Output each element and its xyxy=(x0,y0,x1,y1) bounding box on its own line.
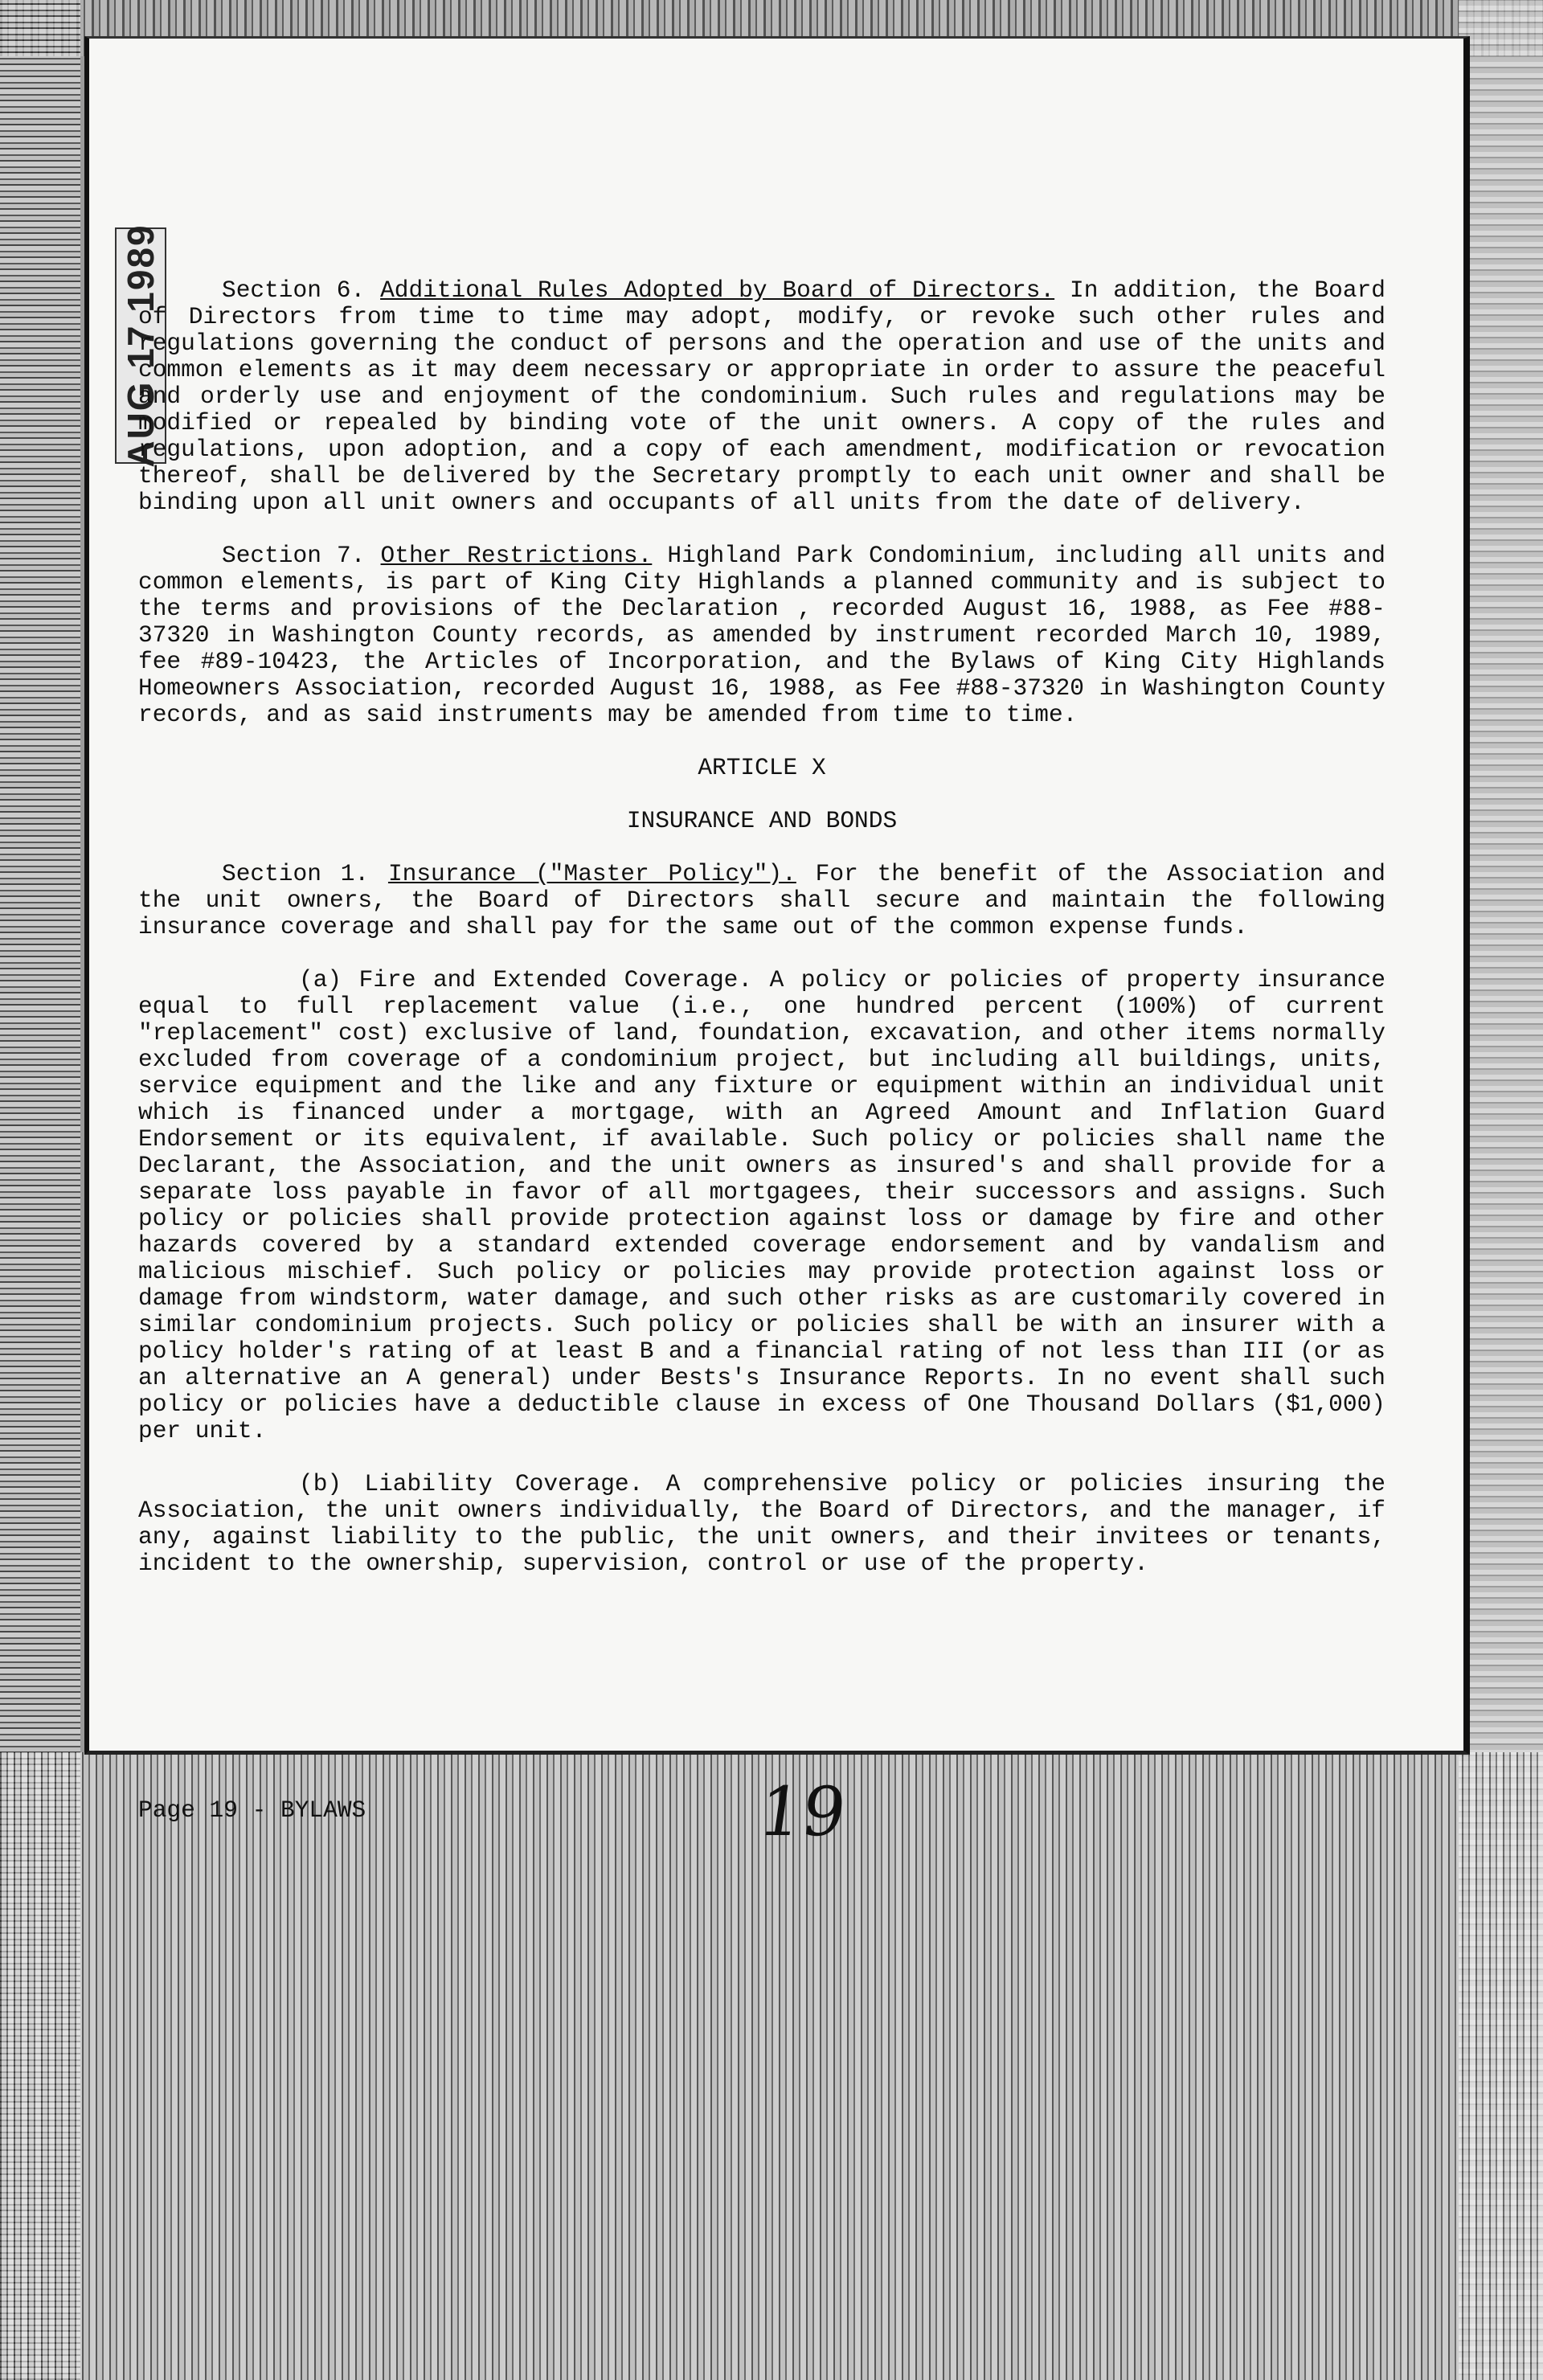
clause-a: (a) Fire and Extended Coverage. A policy or policies of property insurance equal to full replacement value (i.e., one hundred percent (100%) of current "replacement" cost) exclusive of land, foundation, excavation, and other items normally excluded from coverage of a condominium project, but including all buildings, units, service equipment and the like and any fixture or equipment within an individual unit which is financed under a mortgage, with an Agreed Amount and Inflation Guard Endorsement or its equivalent, if available. Such policy or policies shall name the Declarant, the Association, and the unit owners as insured's and shall provide for a separate loss payable in favor of all mortgagees, their successors and assigns. Such policy or policies shall provide protection against loss or damage by fire and other hazards covered by a standard extended coverage endorsement and by vandalism and malicious mischief. Such policy or policies may provide protection against loss or damage from windstorm, water damage, and such other risks as are customarily covered in similar condominium projects. Such policy or policies shall be with an insurer with a policy holder's rating of at least B and a financial rating of not less than III (or as an alternative an A general) under Bests's Insurance Reports. In no event shall such policy or policies have a deductible clause in excess of One Thousand Dollars ($1,000) per unit. xyxy=(138,966,1385,1444)
section-6-title: Additional Rules Adopted by Board of Directors. xyxy=(380,277,1055,304)
section-1-body: For the benefit of the Association and the unit owners, the Board of Directors shall secure and maintain the following insurance coverage and shall pay for the same out of the common expense funds. xyxy=(138,860,1386,940)
section-6-label: Section 6. xyxy=(222,277,366,304)
handwritten-page-number: 19 xyxy=(754,1772,851,1851)
section-1-label: Section 1. xyxy=(222,860,370,887)
section-7-title: Other Restrictions. xyxy=(380,542,653,569)
article-number: ARTICLE X xyxy=(698,754,826,781)
section-7-body: Highland Park Condominium, including all units and common elements, is part of King City Highlands a planned community and is subject to the terms and provisions of the Declaration , recorded August 16, 1988, as Fee #88-37320 in Washington County records, as amended by instrument recorded March 10, 1989, fee #89-10423, the Articles of Incorporation, and the Bylaws of King City Highlands Homeowners Association, recorded August 16, 1988, as Fee #88-37320 in Washington County records, and as said instruments may be amended from time to time. xyxy=(138,542,1385,728)
section-1-title: Insurance ("Master Policy"). xyxy=(387,860,796,887)
article-title: INSURANCE AND BONDS xyxy=(626,807,898,834)
page-footer-label: Page 19 - BYLAWS xyxy=(138,1796,366,1824)
section-1 xyxy=(138,861,1385,940)
section-7-label: Section 7. xyxy=(222,542,366,569)
section-6-body: In addition, the Board of Directors from time to time may adopt, modify, or revoke such other rules and regulations governing the conduct of persons and the operation and use of the units and common elements as it may deem necessary or appropriate in order to assure the peaceful and orderly use and enjoyment of the condominium. Such rules and regulations may be modified or repealed by binding vote of the unit owners. A copy of the rules and regulations, upon adoption, and a copy of each amendment, modification or revocation thereof, shall be delivered by the Secretary promptly to each unit owner and shall be binding upon all unit owners and occupants of all units from the date of delivery. xyxy=(138,277,1385,516)
date-stamp-text: AUG 17 1989 xyxy=(120,223,162,468)
section-7 xyxy=(138,543,1385,728)
section-6 xyxy=(138,277,1385,516)
document-body xyxy=(138,277,1385,1577)
clause-b: (b) Liability Coverage. A comprehensive policy or policies insuring the Association, the unit owners individually, the Board of Directors, and the manager, if any, against liability to the public, the unit owners, and their invitees or tenants, incident to the ownership, supervision, control or use of the property. xyxy=(138,1470,1385,1577)
